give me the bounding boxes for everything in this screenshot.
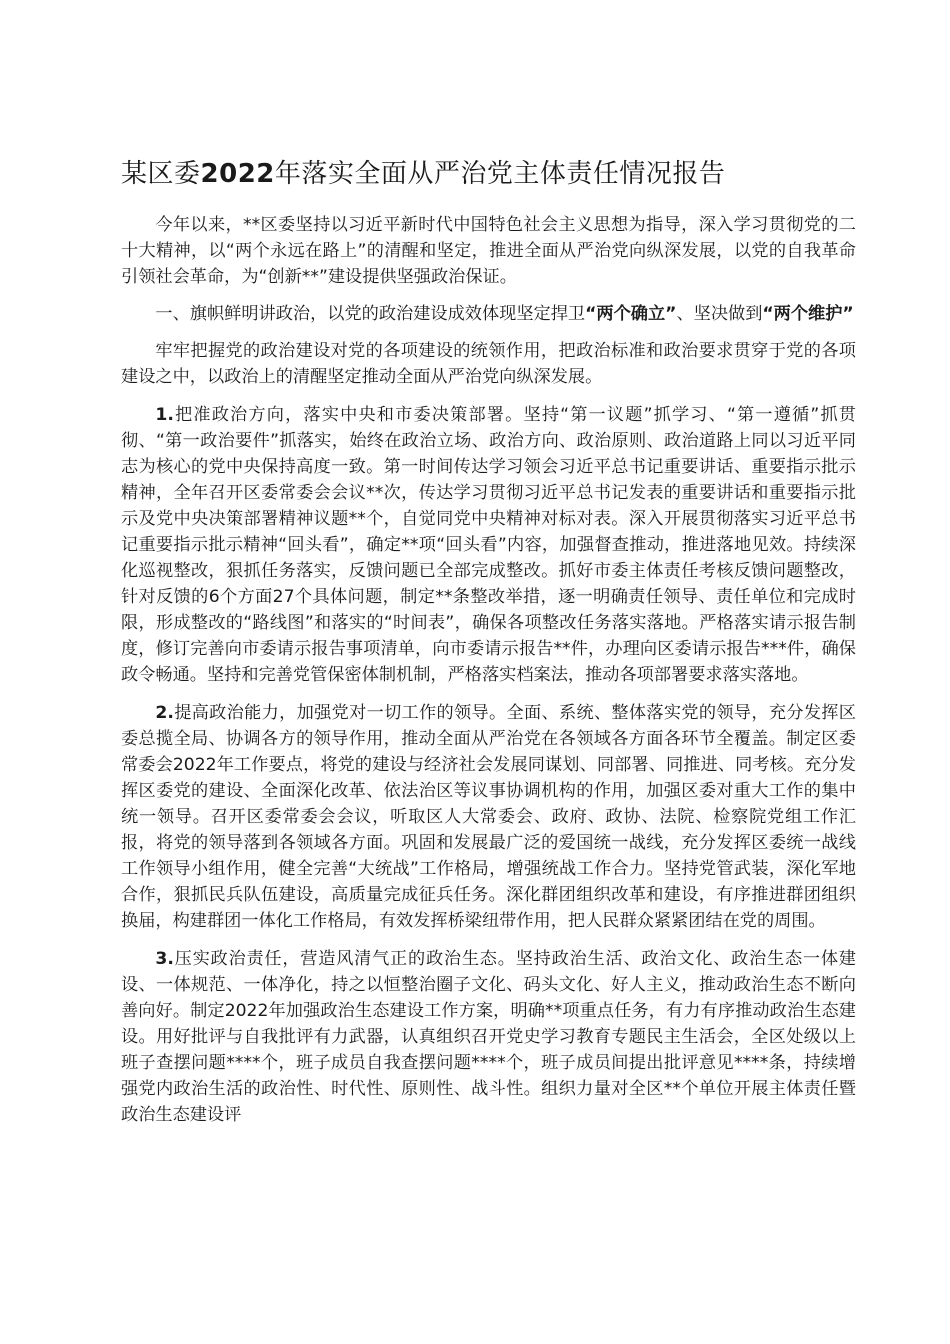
item-3-body: 坚持政治生活、政治文化、政治生态一体建设、一体规范、一体净化，持之以恒整治圈子文化、码头文化、好人主义，推动政治生态不断向善向好。制定2022年加强政治生态建设工作方案，明确**项重点任务，有力有序推动政治生态建设。用好批评与自我批评有力武器，认真组织召开党史学习教育专题民主生活会，全区处级以上班子查摆问题****个，班子成员自我查摆问题****个，班子成员间提出批评意见****条，持续增强党内政治生活的政治性、时代性、原则性、战斗性。组织力量对全区**个单位开展主体责任暨政治生态建设评 bbox=[121, 949, 856, 1125]
item-2-number: 2. bbox=[155, 703, 174, 723]
item-2-paragraph bbox=[121, 700, 856, 934]
document-title bbox=[121, 150, 856, 198]
section-heading-text-a: 一、旗帜鲜明讲政治，以党的政治建设成效体现坚定捍卫 bbox=[155, 304, 586, 324]
item-3-number: 3. bbox=[155, 949, 174, 969]
section-heading-1 bbox=[121, 301, 856, 327]
section-lead-paragraph: 牢牢把握党的政治建设对党的各项建设的统领作用，把政治标准和政治要求贯穿于党的各项建设之中，以政治上的清醒坚定推动全面从严治党向纵深发展。 bbox=[121, 341, 856, 387]
document-page bbox=[121, 150, 856, 1128]
item-3-paragraph bbox=[121, 946, 856, 1128]
section-heading-text-b: 、坚决做到 bbox=[676, 304, 763, 324]
item-1-paragraph bbox=[121, 402, 856, 688]
item-2-title: 提高政治能力，加强党对一切工作的领导。 bbox=[173, 703, 507, 723]
intro-paragraph: 今年以来，**区委坚持以习近平新时代中国特色社会主义思想为指导，深入学习贯彻党的二十大精神，以“两个永远在路上”的清醒和坚定，推进全面从严治党向纵深发展，以党的自我革命引领社会革命，为“创新**”建设提供坚强政治保证。 bbox=[121, 215, 856, 287]
item-1-title: 把准政治方向，落实中央和市委决策部署。 bbox=[173, 405, 524, 425]
item-2-body: 全面、系统、整体落实党的领导，充分发挥区委总揽全局、协调各方的领导作用，推动全面从严治党在各领域各方面各环节全覆盖。制定区委常委会2022年工作要点，将党的建设与经济社会发展同谋划、同部署、同推进、同考核。充分发挥区委党的建设、全面深化改革、依法治区等议事协调机构的作用，加强区委对重大工作的集中统一领导。召开区委常委会会议，听取区人大常委会、政府、政协、法院、检察院党组工作汇报，将党的领导落到各领域各方面。巩固和发展最广泛的爱国统一战线，充分发挥区委统一战线工作领导小组作用，健全完善“大统战”工作格局，增强统战工作合力。坚持党管武装，深化军地合作，狠抓民兵队伍建设，高质量完成征兵任务。深化群团组织改革和建设，有序推进群团组织换届，构建群团一体化工作格局，有效发挥桥梁纽带作用，把人民群众紧紧团结在党的周围。 bbox=[121, 703, 856, 931]
title-suffix: 年落实全面从严治党主体责任情况报告 bbox=[274, 159, 726, 189]
item-1-number: 1. bbox=[155, 405, 174, 425]
title-prefix: 某区委 bbox=[121, 159, 201, 189]
section-heading-quote-b: “两个维护” bbox=[762, 304, 854, 324]
section-heading-quote-a: “两个确立” bbox=[585, 304, 677, 324]
item-3-title: 压实政治责任，营造风清气正的政治生态。 bbox=[173, 949, 516, 969]
title-year: 2022 bbox=[200, 159, 275, 189]
item-1-body: 坚持“第一议题”抓学习、“第一遵循”抓贯彻、“第一政治要件”抓落实，始终在政治立场、政治方向、政治原则、政治道路上同以习近平同志为核心的党中央保持高度一致。第一时间传达学习领会习近平总书记重要讲话、重要指示批示精神，全年召开区委常委会会议**次，传达学习贯彻习近平总书记发表的重要讲话和重要指示批示及党中央决策部署精神议题**个，自觉同党中央精神对标对表。深入开展贯彻落实习近平总书记重要指示批示精神“回头看”，确定**项“回头看”内容，加强督查推动，推进落地见效。持续深化巡视整改，狠抓任务落实，反馈问题已全部完成整改。抓好市委主体责任考核反馈问题整改，针对反馈的6个方面27个具体问题，制定**条整改举措，逐一明确责任领导、责任单位和完成时限，形成整改的“路线图”和落实的“时间表”，确保各项整改任务落实落地。严格落实请示报告制度，修订完善向市委请示报告事项清单，向市委请示报告**件，办理向区委请示报告***件，确保政令畅通。坚持和完善党管保密体制机制，严格落实档案法，推动各项部署要求落实落地。 bbox=[121, 405, 856, 685]
